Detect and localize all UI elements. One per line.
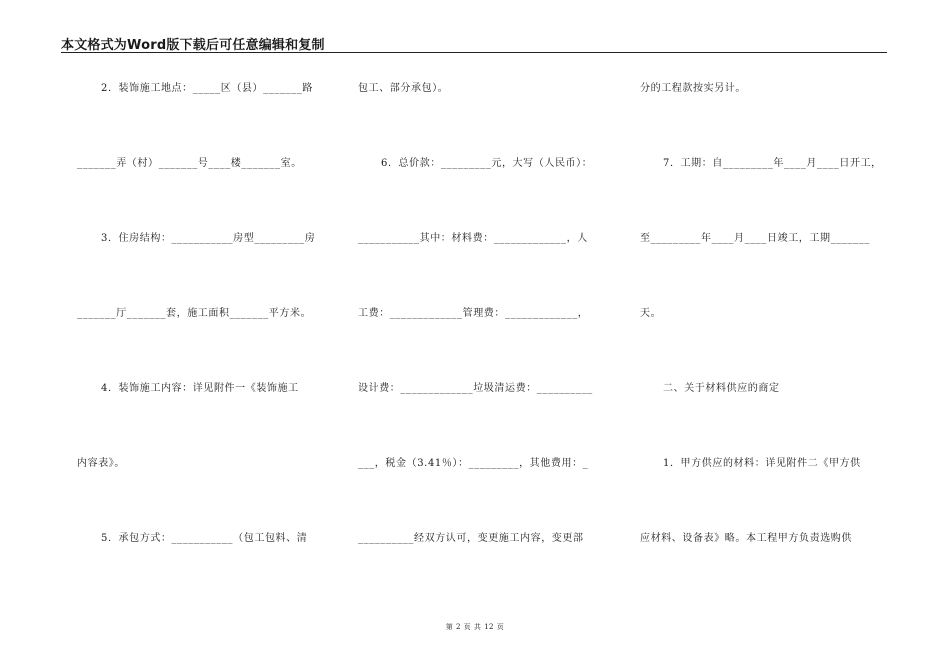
text-line: 7．工期：自_________年____月____日开工， (663, 158, 882, 169)
header-title: 本文格式为Word版下载后可任意编辑和复制 (61, 38, 325, 53)
text-line: 包工、部分承包）。 (358, 83, 449, 94)
text-line: 内容表》。 (77, 458, 125, 469)
section-heading: 二、关于材料供应的商定 (663, 383, 780, 394)
text-line: 应材料、设备表》略。本工程甲方负责选购供 (640, 533, 852, 544)
text-line: 2．装饰施工地点：_____区（县）_______路 (101, 83, 313, 94)
text-line: 设计费：_____________垃圾清运费：__________ (358, 383, 593, 394)
text-line: 6．总价款：_________元，大写（人民币）： (381, 158, 593, 169)
text-line: 1．甲方供应的材料：详见附件二《甲方供 (663, 458, 861, 469)
text-line: 天。 (640, 308, 662, 319)
text-line: _______弄（村）_______号____楼_______室。 (77, 158, 302, 169)
text-line: 工费：_____________管理费：_____________， (358, 308, 589, 319)
text-line: 3．住房结构：___________房型_________房 (101, 233, 316, 244)
page-number: 第 2 页 共 12 页 (445, 623, 505, 631)
text-line: ___，税金（3.41％）：_________，其他费用：_ (358, 458, 589, 469)
text-line: 至_________年____月____日竣工，工期_______ (640, 233, 870, 244)
page-header (61, 34, 887, 53)
text-line: ___________其中：材料费：_____________，人 (358, 233, 588, 244)
text-line: 4．装饰施工内容：详见附件一《装饰施工 (101, 383, 299, 394)
text-line: __________经双方认可，变更施工内容，变更部 (358, 533, 584, 544)
text-line: 5．承包方式：___________（包工包料、清 (101, 533, 308, 544)
text-line: _______厅_______套，施工面积_______平方米。 (77, 308, 312, 319)
text-line: 分的工程款按实另计。 (640, 83, 746, 94)
